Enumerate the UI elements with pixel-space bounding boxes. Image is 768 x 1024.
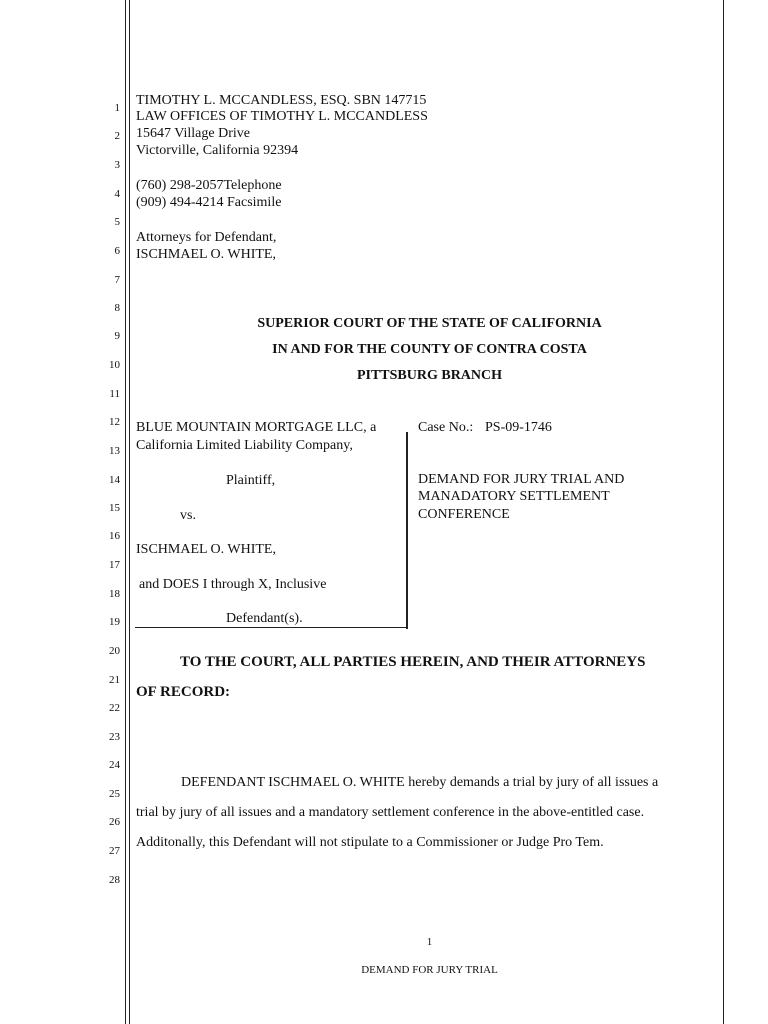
left-margin-rule-1 <box>125 0 126 1024</box>
line-number: 17 <box>109 559 120 571</box>
line-number: 24 <box>109 759 120 771</box>
line-number: 12 <box>109 416 120 428</box>
line-number: 4 <box>114 188 120 200</box>
court-line-3: PITTSBURG BRANCH <box>356 368 503 383</box>
line-number: 11 <box>109 388 120 400</box>
defendant-name: ISCHMAEL O. WHITE, <box>136 542 276 557</box>
line-number: 9 <box>114 330 120 342</box>
line-number: 23 <box>109 731 120 743</box>
defendant-label: Defendant(s). <box>226 611 303 626</box>
paragraph-line-2: trial by jury of all issues and a mandatory settlement conference in the above-entitled case. <box>136 805 645 820</box>
street-address: 15647 Village Drive <box>136 126 250 141</box>
court-line-2: IN AND FOR THE COUNTY OF CONTRA COSTA <box>272 342 587 357</box>
line-number: 27 <box>109 845 120 857</box>
line-number: 26 <box>109 816 120 828</box>
line-number: 10 <box>109 359 120 371</box>
plaintiff-name-line-2: California Limited Liability Company, <box>136 438 353 453</box>
client-name: ISCHMAEL O. WHITE, <box>136 247 276 262</box>
plaintiff-label: Plaintiff, <box>226 473 276 488</box>
line-number: 8 <box>114 302 120 314</box>
line-number: 22 <box>109 702 120 714</box>
line-number: 28 <box>109 874 120 886</box>
address-heading-line-2: OF RECORD: <box>136 684 231 700</box>
line-number: 7 <box>114 274 120 286</box>
city-address: Victorville, California 92394 <box>136 143 299 158</box>
law-office-name: LAW OFFICES OF TIMOTHY L. MCCANDLESS <box>136 109 428 124</box>
versus: vs. <box>180 508 196 523</box>
document-title-line-3: CONFERENCE <box>418 507 510 522</box>
line-number: 15 <box>109 502 120 514</box>
line-number: 19 <box>109 616 120 628</box>
address-heading-line-1: TO THE COURT, ALL PARTIES HEREIN, AND THEIR ATTORNEYS <box>180 654 646 670</box>
line-number: 1 <box>114 102 120 114</box>
court-line-1: SUPERIOR COURT OF THE STATE OF CALIFORNIA <box>257 316 602 331</box>
right-margin-rule <box>723 0 724 1024</box>
plaintiff-name-line-1: BLUE MOUNTAIN MORTGAGE LLC, a <box>136 420 377 435</box>
line-number: 13 <box>109 445 120 457</box>
caption-divider-vertical <box>406 432 408 629</box>
line-number: 25 <box>109 788 120 800</box>
caption-divider-horizontal <box>135 627 408 628</box>
page-number: 1 <box>426 936 433 948</box>
line-number: 3 <box>114 159 120 171</box>
paragraph-line-1: DEFENDANT ISCHMAEL O. WHITE hereby demands a trial by jury of all issues a <box>181 775 659 790</box>
line-number: 6 <box>114 245 120 257</box>
line-number: 2 <box>114 130 120 142</box>
paragraph-line-3: Additonally, this Defendant will not stipulate to a Commissioner or Judge Pro Tem. <box>136 835 604 850</box>
left-margin-rule-2 <box>129 0 130 1024</box>
line-number: 14 <box>109 474 120 486</box>
facsimile: (909) 494-4214 Facsimile <box>136 195 282 210</box>
document-title-line-1: DEMAND FOR JURY TRIAL AND <box>418 472 625 487</box>
case-number: PS-09-1746 <box>485 420 552 435</box>
line-number: 16 <box>109 530 120 542</box>
line-number: 5 <box>114 216 120 228</box>
line-number: 18 <box>109 588 120 600</box>
line-number: 21 <box>109 674 120 686</box>
line-number: 20 <box>109 645 120 657</box>
attorneys-for: Attorneys for Defendant, <box>136 230 277 245</box>
case-number-label: Case No.: <box>418 420 474 435</box>
attorney-name: TIMOTHY L. MCCANDLESS, ESQ. SBN 147715 <box>136 93 427 108</box>
does-clause: and DOES I through X, Inclusive <box>139 577 327 592</box>
telephone: (760) 298-2057Telephone <box>136 178 282 193</box>
document-title-line-2: MANADATORY SETTLEMENT <box>418 489 610 504</box>
footer-title: DEMAND FOR JURY TRIAL <box>361 964 498 976</box>
